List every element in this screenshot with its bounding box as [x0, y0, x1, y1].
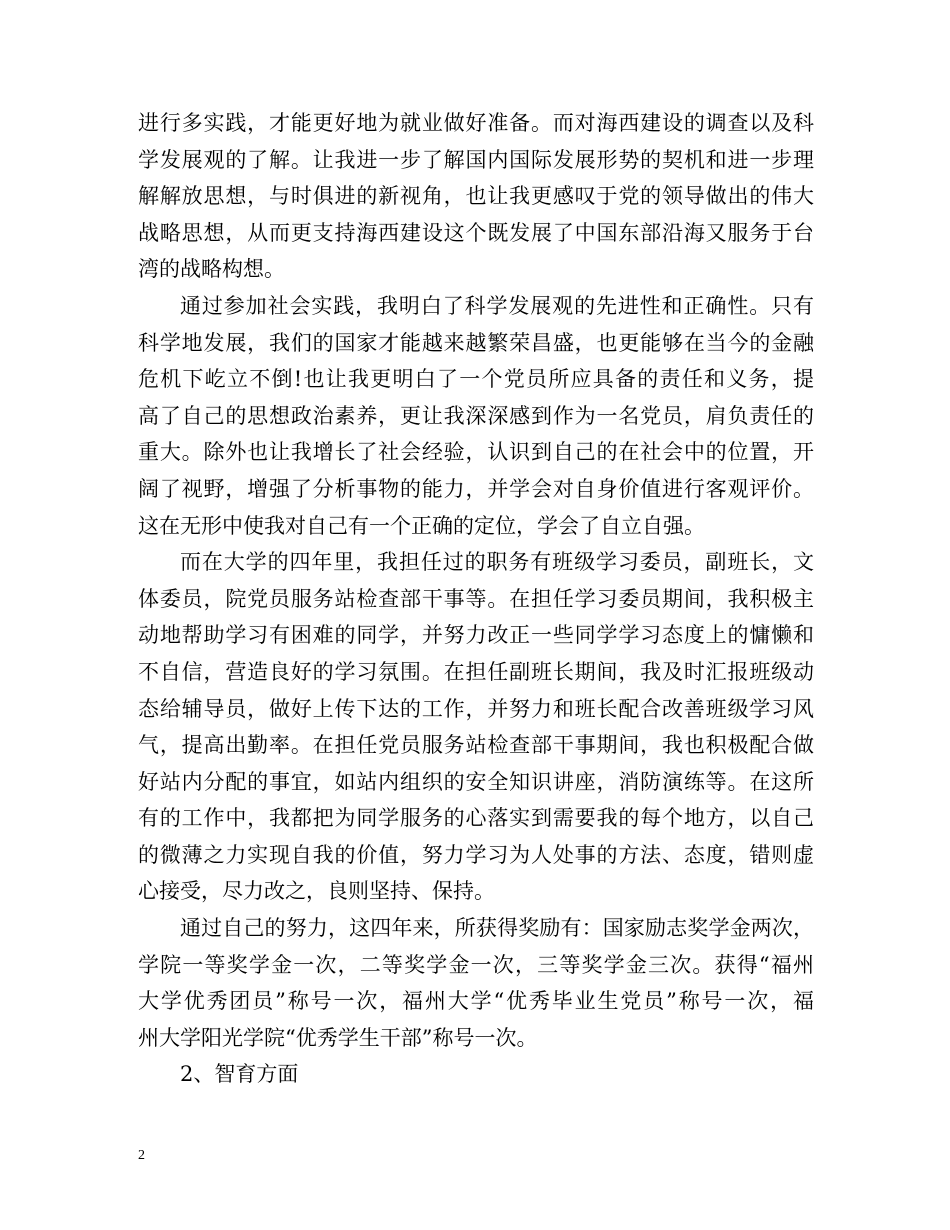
text-line-1: 进行多实践，才能更好地为就业做好准备。而对海西建设的调查以及科 [138, 111, 814, 135]
section-heading: 2、智育方面 [180, 1062, 299, 1087]
text-line-5: 湾的战略构想。 [138, 257, 285, 282]
text-line-21: 的微薄之力实现自我的价值，努力学习为人处事的方法、态度，错则虚 [138, 842, 814, 867]
text-line-17: 态给辅导员，做好上传下达的工作，并努力和班长配合改善班级学习风 [138, 696, 814, 721]
text-line-26: 州大学阳光学院“优秀学生干部”称号一次。 [138, 1025, 538, 1050]
text-line-8: 危机下屹立不倒!也让我更明白了一个党员所应具备的责任和义务，提 [138, 367, 814, 392]
text-line-19: 好站内分配的事宜，如站内组织的安全知识讲座，消防演练等。在这所 [138, 769, 814, 794]
text-line-15: 动地帮助学习有困难的同学，并努力改正一些同学学习态度上的慵懒和 [138, 623, 814, 648]
text-line-25: 大学优秀团员”称号一次，福州大学“优秀毕业生党员”称号一次，福 [138, 989, 814, 1014]
text-line-20: 有的工作中，我都把为同学服务的心落实到需要我的每个地方，以自己 [138, 806, 814, 831]
text-line-14: 体委员，院党员服务站检查部干事等。在担任学习委员期间，我积极主 [138, 586, 814, 611]
text-line-6: 通过参加社会实践，我明白了科学发展观的先进性和正确性。只有 [180, 293, 814, 318]
text-line-11: 阔了视野，增强了分析事物的能力，并学会对自身价值进行客观评价。 [138, 476, 814, 501]
text-line-2: 学发展观的了解。让我进一步了解国内国际发展形势的契机和进一步理 [138, 147, 814, 172]
text-line-12: 这在无形中使我对自己有一个正确的定位，学会了自立自强。 [138, 513, 705, 538]
text-line-3: 解解放思想，与时俱进的新视角，也让我更感叹于党的领导做出的伟大 [138, 184, 814, 209]
text-line-23: 通过自己的努力，这四年来，所获得奖励有：国家励志奖学金两次， [180, 916, 814, 941]
text-line-9: 高了自己的思想政治素养，更让我深深感到作为一名党员，肩负责任的 [138, 403, 814, 428]
text-line-18: 气，提高出勤率。在担任党员服务站检查部干事期间，我也积极配合做 [138, 733, 814, 758]
text-line-10: 重大。除外也让我增长了社会经验，认识到自己的在社会中的位置，开 [138, 440, 814, 465]
text-line-7: 科学地发展，我们的国家才能越来越繁荣昌盛，也更能够在当今的金融 [138, 330, 814, 355]
text-line-22: 心接受，尽力改之，良则坚持、保持。 [138, 879, 495, 904]
body-text [138, 105, 814, 1093]
text-line-4: 战略思想，从而更支持海西建设这个既发展了中国东部沿海又服务于台 [138, 220, 814, 245]
text-line-24: 学院一等奖学金一次，二等奖学金一次，三等奖学金三次。获得“福州 [138, 952, 814, 977]
page-number: 2 [138, 1148, 145, 1163]
text-line-16: 不自信，营造良好的学习氛围。在担任副班长期间，我及时汇报班级动 [138, 659, 814, 684]
text-line-13: 而在大学的四年里，我担任过的职务有班级学习委员，副班长，文 [180, 550, 814, 575]
